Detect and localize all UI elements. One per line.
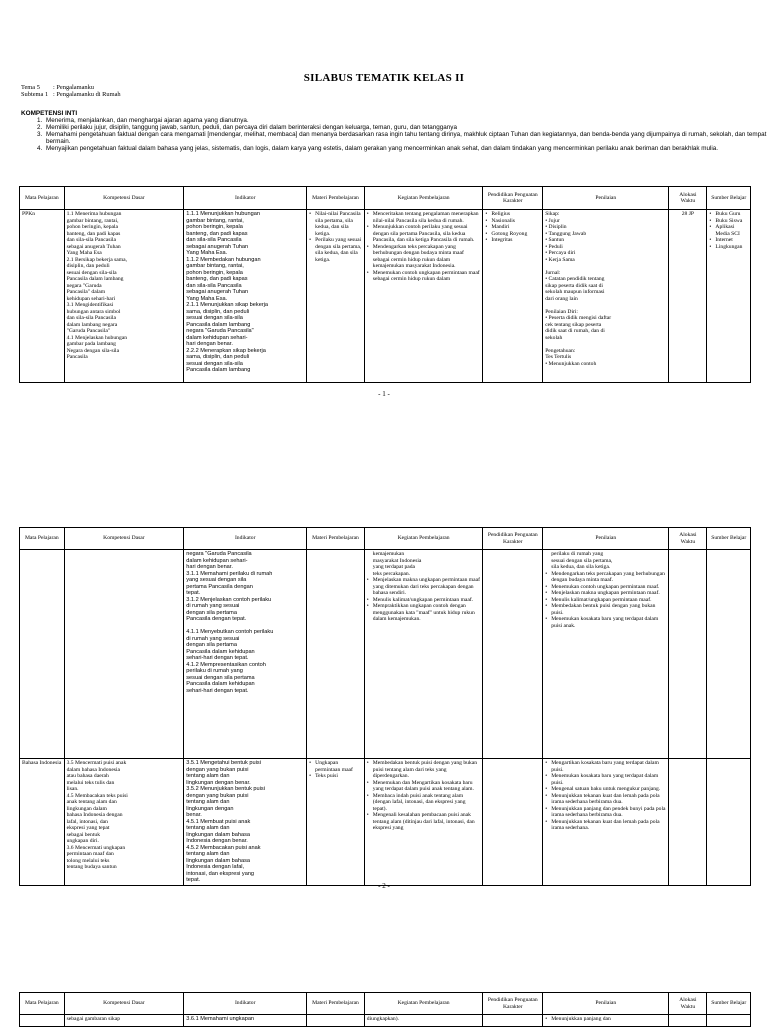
sumber-item: • Buku Siswa [709, 218, 748, 225]
cell-mapel: Bahasa Indonesia [20, 759, 65, 886]
header-penilaian: Penilaian [543, 993, 669, 1015]
ki-number: 1. [37, 117, 43, 124]
syllabus-table-page-3 [19, 992, 751, 1027]
table-row [20, 1015, 751, 1027]
table-row [20, 759, 751, 886]
ki-item [37, 117, 767, 124]
sumber-item: • Buku Guru [709, 211, 748, 218]
header-kd: Kompetensi Dasar [64, 528, 184, 550]
penilaian-item: • Menunjukkan panjang dan [545, 1016, 666, 1023]
header-indikator: Indikator [184, 993, 307, 1015]
materi-item: • Ungkapan permintaan maaf [309, 760, 362, 773]
cell-mapel: PPKn [20, 210, 65, 383]
cell-karakter [483, 759, 543, 886]
cell-penilaian: Sikap: • Jujur • Disiplin • Tanggung Jawab • Santun • Peduli • Percaya diri • Kerja Sama Jurnal: • Catatan pendidik tentang sikap peserta didik saat di sekolah maupun informasi dari orang lain Penilaian Diri: • Peserta didik mengisi daftar cek tentang sikap peserta didik saat di rumah, dan di sekolah Pengetahuan: Tes Tertulis • Menunjukkan contoh [543, 210, 669, 383]
penilaian-continued: perilaku di rumah yang sesuai dengan sila pertama, sila kedua, dan sila ketiga. [551, 551, 613, 570]
kegiatan-item: • Menulis kalimat/ungkapan permintaan maaf. [367, 597, 481, 604]
header-mapel: Mata Pelajaran [20, 187, 65, 210]
header-mapel: Mata Pelajaran [20, 528, 65, 550]
ki-item [37, 145, 767, 152]
kegiatan-continued: kemajemukan masyarakat Indonesia yang terdapat pada teks percakapan. [372, 551, 422, 577]
penilaian-item: • Menulis kalimat/ungkapan permintaan maaf. [545, 597, 666, 604]
header-kd: Kompetensi Dasar [64, 993, 184, 1015]
header-karakter: Pendidikan Penguatan Karakter [483, 528, 543, 550]
tema-label: Tema 5 [21, 84, 40, 91]
ki-number: 4. [37, 145, 43, 153]
sumber-item: • Internet [709, 237, 748, 244]
kegiatan-item: • Menceritakan tentang pengalaman menerapkan nilai-nilai Pancasila sila kedua di rumah. [367, 211, 481, 224]
cell-sumber [707, 759, 751, 886]
penilaian-item: • Menunjukkan tekanan kuat dan lemah pada pola irama sederhana berbirama dua. [545, 793, 666, 806]
cell-indikator: negara "Garuda Pancasila dalam kehidupan sehari- hari dengan benar. 3.1.1 Memahami perilaku di rumah yang sesuai dengan sila pertama Pancasila dengan tepat. 3.1.2 Menjelaskan contoh perilaku di rumah yang sesuai dengan sila pertama Pancasila dengan tepat. 4.1.1 Menyebutkan contoh perilaku di rumah yang sesuai dengan sila pertama Pancasila dalam kehidupan sehari-hari dengan tepat. 4.1.2 Mempresentasikan contoh perilaku di rumah yang sesuai dengan sila pertama Pancasila dalam kehidupan sehari-hari dengan tepat. [184, 550, 307, 759]
karakter-item: • Religius [485, 211, 540, 218]
karakter-item: • Mandiri [485, 224, 540, 231]
penilaian-item: • Menunjukkan panjang dan pendek bunyi pada pola irama sederhana berbirama dua. [545, 806, 666, 819]
header-sumber: Sumber Belajar [707, 993, 751, 1015]
page-number-2: - 2 - [378, 882, 390, 890]
document-title: SILABUS TEMATIK KELAS II [303, 72, 465, 84]
subtema-label: Subtema 1 [21, 91, 49, 98]
cell-kd: 3.5 Mencermati puisi anak dalam bahasa Indonesia atau bahasa daerah melalui teks tulis dan lisan. 4.5 Membacakan teks puisi anak tentang alam dan lingkungan dalam bahasa Indonesia dengan lafal, intonasi, dan ekspresi yang tepat sebagai bentuk ungkapan diri. 3.6 Mencermati ungkapan permintaan maaf dan tolong melalui teks tentang budaya santun [64, 759, 184, 886]
karakter-item: • Integritas [485, 237, 540, 244]
kegiatan-item: • Menemukan dan Mengartikan kosakata baru yang terdapat dalam puisi anak tentang alam. [367, 780, 481, 793]
penilaian-item: • Menemukan contoh ungkapan permintaan maaf. [545, 584, 666, 591]
cell-alokasi: 28 JP [669, 210, 707, 383]
ki-number: 3. [37, 131, 43, 139]
penilaian-item: • Mendengarkan teks percakapan yang berhubungan dengan budaya minta maaf. [545, 571, 666, 584]
ki-text: Memiliki perilaku jujur, disiplin, tanggung jawab, santun, peduli, dan percaya diri dalam berinteraksi dengan keluarga, teman, guru, dan tetangganya [46, 124, 457, 132]
kompetensi-inti-list [21, 117, 767, 152]
kegiatan-item: • Menjelaskan makna ungkapan permintaan maaf yang ditemukan dari teks percakapan dengan bahasa sendiri. [367, 577, 481, 597]
kegiatan-item: • Mempraktikkan ungkapan contoh dengan menggunakan kata "maaf" untuk hidup rukun dalam kemajemukan. [367, 603, 481, 623]
cell-indikator: 3.6.1 Memahami ungkapan [184, 1015, 307, 1027]
cell-sumber [707, 210, 751, 383]
page-number-1: - 1 - [378, 390, 390, 398]
header-sumber: Sumber Belajar [707, 528, 751, 550]
table-row [20, 210, 751, 383]
header-alokasi: Alokasi Waktu [669, 187, 707, 210]
kegiatan-item: • Menunjukkan contoh perilaku yang sesuai dengan sila pertama Pancasila, sila kedua Pancasila, dan sila ketiga Pancasila di rumah. [367, 224, 481, 244]
syllabus-table-page-1 [19, 186, 751, 383]
cell-kegiatan: diungkapkan). [364, 1015, 483, 1027]
penilaian-item: • Membedakan bentuk puisi dengan yang bukan puisi. [545, 603, 666, 616]
header-penilaian: Penilaian [543, 187, 669, 210]
cell-penilaian [543, 759, 669, 886]
cell-materi [307, 759, 365, 886]
cell-kegiatan [364, 759, 483, 886]
penilaian-item: • Menemukan kosakata baru yang terdapat dalam puisi. [545, 773, 666, 786]
header-kegiatan: Kegiatan Pembelajaran [364, 187, 483, 210]
kompetensi-inti-heading: KOMPETENSI INTI [21, 110, 78, 117]
sumber-item: • Lingkungan [709, 244, 748, 251]
cell-materi [307, 210, 365, 383]
penilaian-list [545, 571, 666, 630]
ki-text: Memahami pengetahuan faktual dengan cara mengamati [mendengar, melihat, membaca] dan menanya berdasarkan rasa ingin tahu tentang dirinya, makhluk ciptaan Tuhan dan kegiatannya, dan benda-benda yang dijumpainya di rumah, sekolah, dan tempat bermain. [46, 131, 767, 146]
materi-item: • Nilai-nilai Pancasila sila pertama, sila kedua, dan sila ketiga. [309, 211, 362, 237]
cell-kegiatan [364, 550, 483, 759]
cell-indikator: 3.5.1 Mengetahui bentuk puisi dengan yang bukan puisi tentang alam dan lingkungan dengan benar. 3.5.2 Menunjukkan bentuk puisi dengan yang bukan puisi tentang alam dan lingkungan dengan benar. 4.5.1 Membuat puisi anak tentang alam dan lingkungan dalam bahasa Indonesia dengan benar. 4.5.2 Membacakan puisi anak tentang alam dan lingkungan dalam bahasa Indonesia dengan lafal, intonasi, dan ekspresi yang tepat. [184, 759, 307, 886]
header-indikator: Indikator [184, 187, 307, 210]
ki-number: 2. [37, 124, 43, 132]
table-header-row [20, 993, 751, 1015]
syllabus-table-page-2 [19, 527, 751, 886]
header-sumber: Sumber Belajar [707, 187, 751, 210]
materi-item: • Perilaku yang sesuai dengan sila pertama, sila kedua, dan sila ketiga. [309, 237, 362, 263]
karakter-item: • Gotong Royong [485, 231, 540, 238]
ki-text: Menerima, menjalankan, dan menghargai ajaran agama yang dianutnya. [46, 117, 249, 124]
cell-mapel [20, 550, 65, 759]
cell-karakter [483, 550, 543, 759]
kegiatan-item: • Mendengarkan teks percakapan yang berhubungan dengan budaya minta maaf sebagai cermin hidup rukun dalam kemajemukan masyarakat Indonesia. [367, 244, 481, 270]
kegiatan-item: • Membaca indah puisi anak tentang alam (dengan lafal, intonasi, dan ekspresi yang tepat). [367, 793, 481, 813]
kegiatan-item: • Membedakan bentuk puisi dengan yang bukan puisi tentang alam dari teks yang diperdengarkan. [367, 760, 481, 780]
table-header-row [20, 187, 751, 210]
karakter-item: • Nasionalis [485, 218, 540, 225]
header-kegiatan: Kegiatan Pembelajaran [364, 528, 483, 550]
penilaian-item: • Menemukan kosakata baru yang terdapat dalam puisi anak. [545, 616, 666, 629]
cell-kd [64, 550, 184, 759]
table-row [20, 550, 751, 759]
kegiatan-list [367, 577, 481, 623]
penilaian-item: • Menjelaskan makna ungkapan permintaan maaf. [545, 590, 666, 597]
penilaian-item: • Mengenal satuan baku untuk mengukur panjang. [545, 786, 666, 793]
header-karakter: Pendidikan Penguatan Karakter [483, 993, 543, 1015]
ki-item [37, 124, 767, 131]
header-penilaian: Penilaian [543, 528, 669, 550]
cell-kd: 1.1 Menerima hubungan gambar bintang, rantai, pohon beringin, kepala banteng, dan padi kapas dan sila-sila Pancasila sebagai anugerah Tuhan Yang Maha Esa 2.1 Bersikap bekerja sama, disiplin, dan peduli sesuai dengan sila-sila Pancasila dalam lambang negara "Garuda Pancasila" dalam kehidupan sehari-hari 3.1 Mengidentifikasi hubungan antara simbol dan sila-sila Pancasila dalam lambang negara "Garuda Pancasila" 4.1 Menjelaskan hubungan gambar pada lambang Negara dengan sila-sila Pancasila [64, 210, 184, 383]
penilaian-item: • Mengartikan kosakata baru yang terdapat dalam puisi. [545, 760, 666, 773]
subtema-line [21, 91, 121, 98]
cell-indikator: 1.1.1 Menunjukkan hubungan gambar bintang, rantai, pohon beringin, kepala banteng, dan padi kapas dan sila-sila Pancasila sebagai anugerah Tuhan Yang Maha Esa. 1.1.2 Membedakan hubungan gambar bintang, rantai, pohon beringin, kepala banteng, dan padi kapas dan sila-sila Pancasila sebagai anugerah Tuhan Yang Maha Esa. 2.1.1 Menunjukkan sikap bekerja sama, disiplin, dan peduli sesuai dengan sila-sila Pancasila dalam lambang negara "Garuda Pancasila" dalam kehidupan sehari- hari dengan benar. 2.2.2 Menerapkan sikap bekerja sama, disiplin, dan peduli sesuai dengan sila-sila Pancasila dalam lambang [184, 210, 307, 383]
header-mapel: Mata Pelajaran [20, 993, 65, 1015]
table-header-row [20, 528, 751, 550]
header-kegiatan: Kegiatan Pembelajaran [364, 993, 483, 1015]
header-alokasi: Alokasi Waktu [669, 528, 707, 550]
header-materi: Materi Pembelajaran [307, 993, 365, 1015]
cell-alokasi [669, 759, 707, 886]
penilaian-item: • Menunjukkan tekanan kuat dan lemah pada pola irama sederhana. [545, 819, 666, 832]
cell-kd: sebagai gambaran sikap [64, 1015, 184, 1027]
header-materi: Materi Pembelajaran [307, 528, 365, 550]
header-alokasi: Alokasi Waktu [669, 993, 707, 1015]
cell-kegiatan [364, 210, 483, 383]
header-karakter: Pendidikan Penguatan Karakter [483, 187, 543, 210]
sumber-item: • Aplikasi Media SCI [709, 224, 748, 237]
kegiatan-item: • Menemukan contoh ungkapan permintaan maaf sebagai cermin hidup rukun dalam [367, 270, 481, 283]
ki-text: Menyajikan pengetahuan faktual dalam bahasa yang jelas, sistematis, dan logis, dalam karya yang estetis, dalam gerakan yang mencerminkan anak sehat, dan dalam tindakan yang mencerminkan perilaku anak beriman dan berakhlak mulia. [46, 145, 719, 153]
cell-materi [307, 550, 365, 759]
header-materi: Materi Pembelajaran [307, 187, 365, 210]
cell-penilaian [543, 550, 669, 759]
cell-sumber [707, 550, 751, 759]
cell-karakter [483, 210, 543, 383]
cell-alokasi [669, 550, 707, 759]
header-kd: Kompetensi Dasar [64, 187, 184, 210]
materi-item: • Teks puisi [309, 773, 362, 780]
cell-penilaian [543, 1015, 669, 1027]
header-indikator: Indikator [184, 528, 307, 550]
tema-value: : Pengalamanku [53, 84, 94, 91]
kegiatan-item: • Mengenali kesalahan pembacaan puisi anak tentang alam (ditinjau dari lafal, intonasi, dan ekspresi yang [367, 812, 481, 832]
subtema-value: : Pengalamanku di Rumah [53, 91, 121, 98]
ki-item [37, 131, 767, 145]
